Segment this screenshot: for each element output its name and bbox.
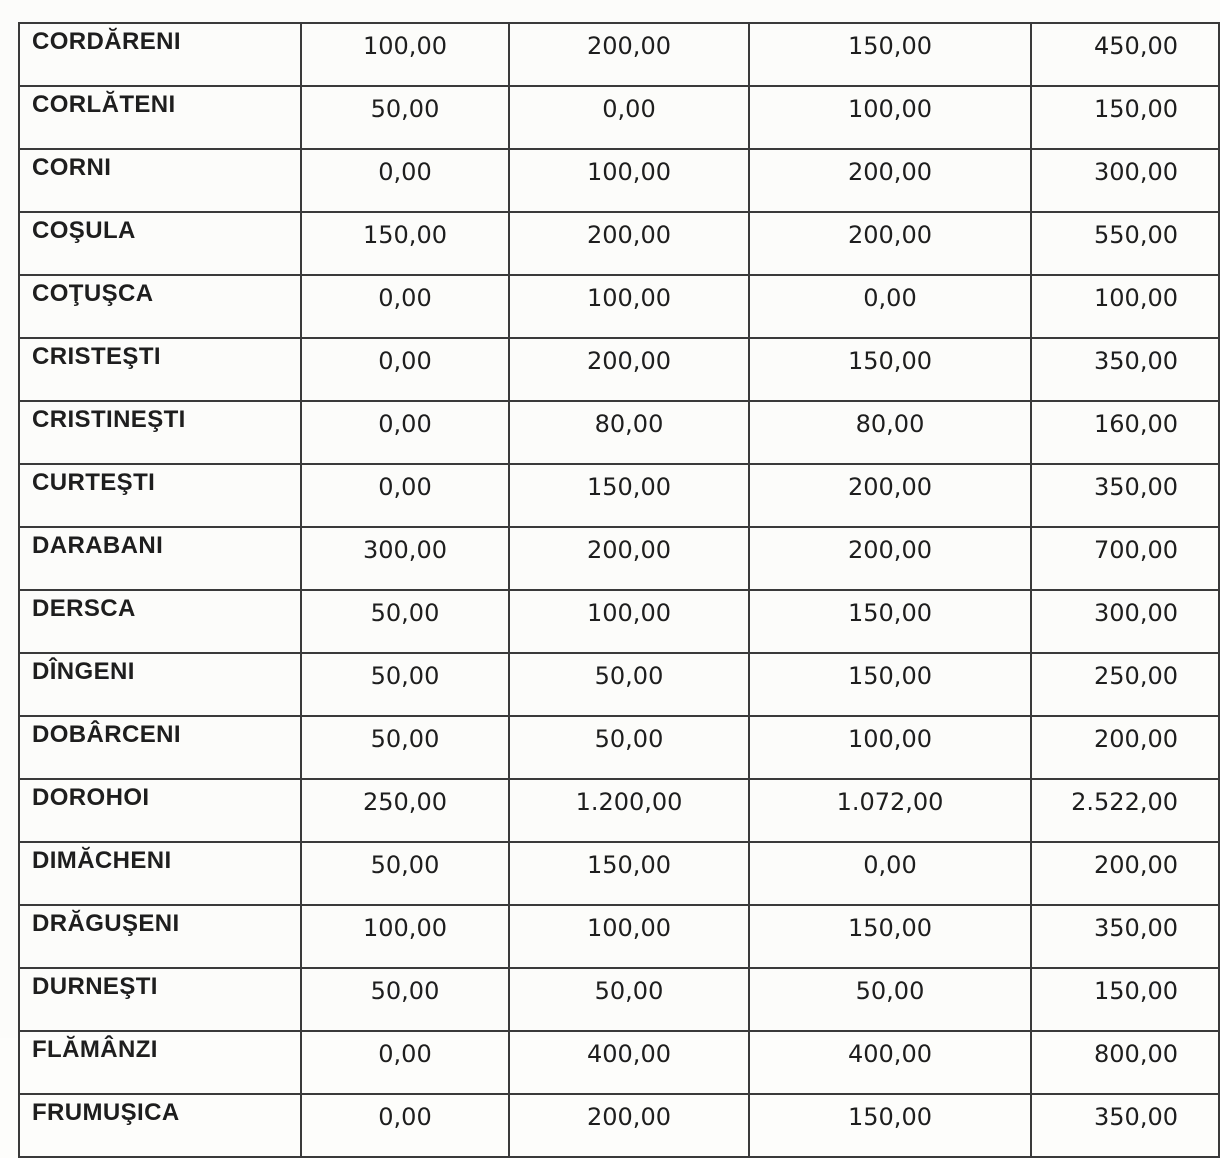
amount-cell-3: 200,00 xyxy=(749,464,1031,527)
amount-cell-1: 0,00 xyxy=(301,464,509,527)
amount-cell-2: 80,00 xyxy=(509,401,749,464)
total-cell: 250,00 xyxy=(1031,653,1219,716)
locality-name-cell: COŢUŞCA xyxy=(19,275,301,338)
amount-cell-2: 50,00 xyxy=(509,716,749,779)
amount-cell-1: 0,00 xyxy=(301,401,509,464)
amount-cell-1: 50,00 xyxy=(301,653,509,716)
amount-cell-3: 200,00 xyxy=(749,149,1031,212)
amount-cell-2: 150,00 xyxy=(509,842,749,905)
amount-cell-2: 200,00 xyxy=(509,338,749,401)
locality-name-cell: DERSCA xyxy=(19,590,301,653)
amount-cell-1: 50,00 xyxy=(301,590,509,653)
table-row xyxy=(19,149,1219,212)
locality-name-cell: COŞULA xyxy=(19,212,301,275)
amount-cell-2: 0,00 xyxy=(509,86,749,149)
amount-cell-2: 50,00 xyxy=(509,653,749,716)
table-row xyxy=(19,653,1219,716)
table-row xyxy=(19,842,1219,905)
amount-cell-3: 80,00 xyxy=(749,401,1031,464)
amount-cell-3: 150,00 xyxy=(749,1094,1031,1157)
total-cell: 150,00 xyxy=(1031,86,1219,149)
total-cell: 550,00 xyxy=(1031,212,1219,275)
amount-cell-3: 400,00 xyxy=(749,1031,1031,1094)
amount-cell-3: 200,00 xyxy=(749,527,1031,590)
table-row xyxy=(19,905,1219,968)
locality-name-cell: DOROHOI xyxy=(19,779,301,842)
total-cell: 350,00 xyxy=(1031,1094,1219,1157)
amount-cell-3: 200,00 xyxy=(749,212,1031,275)
table-row xyxy=(19,527,1219,590)
amount-cell-2: 200,00 xyxy=(509,527,749,590)
total-cell: 150,00 xyxy=(1031,968,1219,1031)
amount-cell-1: 0,00 xyxy=(301,1031,509,1094)
locality-name-cell: DARABANI xyxy=(19,527,301,590)
amount-cell-3: 50,00 xyxy=(749,968,1031,1031)
amount-cell-2: 200,00 xyxy=(509,212,749,275)
amount-cell-1: 50,00 xyxy=(301,842,509,905)
total-cell: 450,00 xyxy=(1031,23,1219,86)
total-cell: 300,00 xyxy=(1031,149,1219,212)
table-row xyxy=(19,968,1219,1031)
total-cell: 350,00 xyxy=(1031,464,1219,527)
table-row xyxy=(19,212,1219,275)
allocation-table xyxy=(18,22,1220,1158)
locality-name-cell: CURTEŞTI xyxy=(19,464,301,527)
table-row xyxy=(19,86,1219,149)
amount-cell-3: 150,00 xyxy=(749,23,1031,86)
total-cell: 800,00 xyxy=(1031,1031,1219,1094)
amount-cell-1: 150,00 xyxy=(301,212,509,275)
total-cell: 200,00 xyxy=(1031,842,1219,905)
table-row xyxy=(19,464,1219,527)
amount-cell-2: 200,00 xyxy=(509,1094,749,1157)
locality-name-cell: CORDĂRENI xyxy=(19,23,301,86)
locality-name-cell: CORNI xyxy=(19,149,301,212)
locality-name-cell: DIMĂCHENI xyxy=(19,842,301,905)
amount-cell-1: 0,00 xyxy=(301,275,509,338)
total-cell: 2.522,00 xyxy=(1031,779,1219,842)
amount-cell-3: 150,00 xyxy=(749,905,1031,968)
total-cell: 200,00 xyxy=(1031,716,1219,779)
total-cell: 350,00 xyxy=(1031,338,1219,401)
amount-cell-3: 0,00 xyxy=(749,842,1031,905)
locality-name-cell: FLĂMÂNZI xyxy=(19,1031,301,1094)
table-row xyxy=(19,401,1219,464)
table-row xyxy=(19,1031,1219,1094)
amount-cell-2: 50,00 xyxy=(509,968,749,1031)
amount-cell-3: 0,00 xyxy=(749,275,1031,338)
amount-cell-3: 100,00 xyxy=(749,86,1031,149)
locality-name-cell: DOBÂRCENI xyxy=(19,716,301,779)
amount-cell-3: 1.072,00 xyxy=(749,779,1031,842)
amount-cell-3: 150,00 xyxy=(749,338,1031,401)
amount-cell-2: 100,00 xyxy=(509,149,749,212)
amount-cell-2: 400,00 xyxy=(509,1031,749,1094)
amount-cell-1: 100,00 xyxy=(301,905,509,968)
amount-cell-2: 100,00 xyxy=(509,590,749,653)
locality-name-cell: DÎNGENI xyxy=(19,653,301,716)
amount-cell-2: 200,00 xyxy=(509,23,749,86)
amount-cell-1: 50,00 xyxy=(301,968,509,1031)
table-body xyxy=(19,23,1219,1157)
total-cell: 100,00 xyxy=(1031,275,1219,338)
locality-name-cell: DRĂGUŞENI xyxy=(19,905,301,968)
amount-cell-2: 150,00 xyxy=(509,464,749,527)
amount-cell-3: 150,00 xyxy=(749,653,1031,716)
table-row xyxy=(19,716,1219,779)
amount-cell-1: 300,00 xyxy=(301,527,509,590)
table-row xyxy=(19,338,1219,401)
total-cell: 700,00 xyxy=(1031,527,1219,590)
total-cell: 350,00 xyxy=(1031,905,1219,968)
table-row xyxy=(19,275,1219,338)
table-row xyxy=(19,590,1219,653)
total-cell: 160,00 xyxy=(1031,401,1219,464)
table-row xyxy=(19,779,1219,842)
amount-cell-3: 100,00 xyxy=(749,716,1031,779)
amount-cell-2: 1.200,00 xyxy=(509,779,749,842)
locality-name-cell: CRISTINEŞTI xyxy=(19,401,301,464)
total-cell: 300,00 xyxy=(1031,590,1219,653)
table-row xyxy=(19,1094,1219,1157)
locality-name-cell: FRUMUŞICA xyxy=(19,1094,301,1157)
amount-cell-2: 100,00 xyxy=(509,275,749,338)
amount-cell-1: 50,00 xyxy=(301,716,509,779)
amount-cell-3: 150,00 xyxy=(749,590,1031,653)
amount-cell-2: 100,00 xyxy=(509,905,749,968)
amount-cell-1: 0,00 xyxy=(301,338,509,401)
amount-cell-1: 250,00 xyxy=(301,779,509,842)
amount-cell-1: 100,00 xyxy=(301,23,509,86)
locality-name-cell: CORLĂTENI xyxy=(19,86,301,149)
table-row xyxy=(19,23,1219,86)
amount-cell-1: 0,00 xyxy=(301,1094,509,1157)
amount-cell-1: 50,00 xyxy=(301,86,509,149)
locality-name-cell: DURNEŞTI xyxy=(19,968,301,1031)
amount-cell-1: 0,00 xyxy=(301,149,509,212)
locality-name-cell: CRISTEŞTI xyxy=(19,338,301,401)
